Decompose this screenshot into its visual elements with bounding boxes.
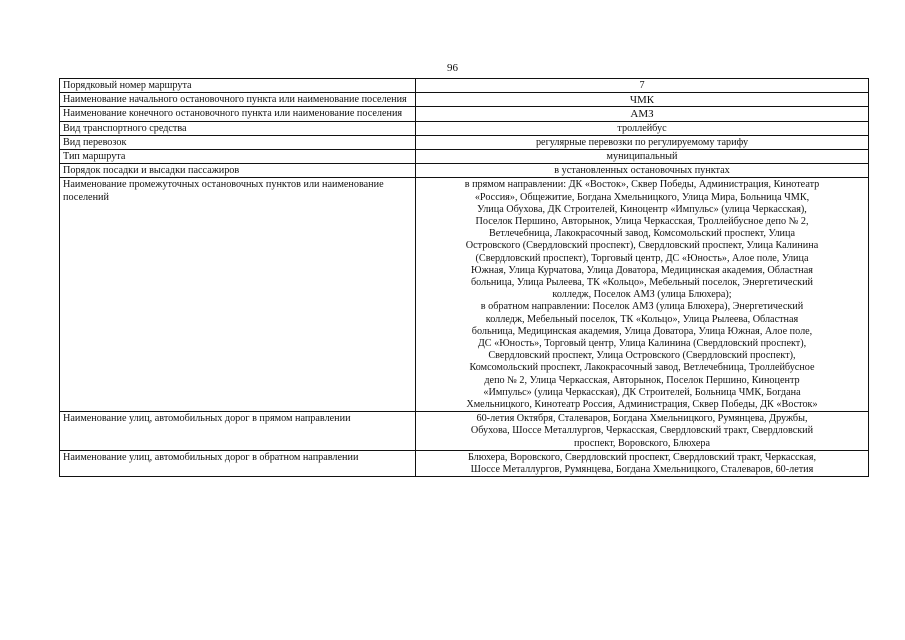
route-type-label: Тип маршрута — [60, 150, 416, 164]
stops-line: «Импульс» (улица Черкасская), ДК Строителей, Больница ЧМК, Богдана — [483, 386, 801, 398]
page-number: 96 — [447, 62, 458, 74]
table-row — [60, 79, 869, 93]
stops-line: Комсомольский проспект, Лакокрасочный завод, Ветлечебница, Троллейбусное — [469, 362, 815, 374]
stops-line: Ветлечебница, Лакокрасочный завод, Комсомольский проспект, Улица — [489, 228, 795, 240]
stops-line: Свердловский проспект, Улица Островского (Свердловский проспект), — [488, 350, 796, 362]
table-row — [60, 412, 869, 451]
table-row — [60, 450, 869, 476]
table-row — [60, 150, 869, 164]
streets-line: 60-летия Октября, Сталеваров, Богдана Хмельницкого, Румянцева, Дружбы, — [476, 413, 808, 425]
forward-streets-value — [416, 412, 869, 451]
table-row — [60, 121, 869, 135]
vehicle-type-value: троллейбус — [416, 121, 869, 135]
stops-line: в прямом направлении: ДК «Восток», Сквер Победы, Администрация, Кинотеатр — [464, 179, 820, 191]
streets-line: Блюхера, Воровского, Свердловский проспект, Свердловский тракт, Черкасская, — [467, 451, 817, 463]
route-type-value: муниципальный — [416, 150, 869, 164]
stops-line: Хмельницкого, Кинотеатр Россия, Администрация, Сквер Победы, ДК «Восток» — [466, 399, 818, 411]
stops-line: Поселок Першино, Авторынок, Улица Черкасская, Троллейбусное депо № 2, — [475, 216, 809, 228]
route-passport-table — [59, 78, 869, 477]
backward-streets-value — [416, 450, 869, 476]
transport-kind-label: Вид перевозок — [60, 135, 416, 149]
vehicle-type-label: Вид транспортного средства — [60, 121, 416, 135]
transport-kind-value: регулярные перевозки по регулируемому тарифу — [416, 135, 869, 149]
stops-line: депо № 2, Улица Черкасская, Авторынок, Поселок Першино, Киноцентр — [484, 374, 800, 386]
streets-line: Шоссе Металлургов, Румянцева, Богдана Хмельницкого, Сталеваров, 60-летия — [470, 464, 814, 476]
table-row — [60, 178, 869, 412]
stops-line: Южная, Улица Курчатова, Улица Доватора, Медицинская академия, Областная — [471, 264, 813, 276]
stops-line: в обратном направлении: Поселок АМЗ (улица Блюхера), Энергетический — [480, 301, 804, 313]
stops-line: Улица Обухова, ДК Строителей, Киноцентр «Импульс» (улица Черкасская), — [477, 203, 807, 215]
streets-line: проспект, Воровского, Блюхера — [574, 437, 710, 449]
start-stop-label: Наименование начального остановочного пункта или наименование поселения — [60, 93, 416, 107]
end-stop-label: Наименование конечного остановочного пункта или наименование поселения — [60, 107, 416, 121]
start-stop-value: ЧМК — [416, 93, 869, 107]
stops-line: больница, Медицинская академия, Улица Доватора, Улица Южная, Алое поле, — [471, 325, 813, 337]
table-row — [60, 135, 869, 149]
stops-line: «Россия», Общежитие, Богдана Хмельницкого, Улица Мира, Больница ЧМК, — [474, 191, 810, 203]
boarding-order-value: в установленных остановочных пунктах — [416, 164, 869, 178]
stops-line: колледж, Мебельный поселок, ТК «Кольцо», Улица Рылеева, Областная — [485, 313, 799, 325]
forward-streets-label: Наименование улиц, автомобильных дорог в прямом направлении — [60, 412, 416, 451]
stops-line: больница, Улица Рылеева, ТК «Кольцо», Мебельный поселок, Энергетический — [470, 277, 814, 289]
table-row — [60, 164, 869, 178]
route-number-label: Порядковый номер маршрута — [60, 79, 416, 93]
streets-line: Обухова, Шоссе Металлургов, Черкасская, Свердловский тракт, Свердловский — [470, 425, 814, 437]
route-number-value: 7 — [416, 79, 869, 93]
stops-line: Островского (Свердловский проспект), Свердловский проспект, Улица Калинина — [465, 240, 819, 252]
table-row — [60, 107, 869, 121]
table-row — [60, 93, 869, 107]
intermediate-stops-value — [416, 178, 869, 412]
stops-line: колледж, Поселок АМЗ (улица Блюхера); — [552, 289, 732, 301]
end-stop-value: АМЗ — [416, 107, 869, 121]
intermediate-stops-label: Наименование промежуточных остановочных пунктов или наименование поселений — [60, 178, 416, 412]
stops-line: (Свердловский проспект), Торговый центр, ДС «Юность», Алое поле, Улица — [475, 252, 809, 264]
stops-line: ДС «Юность», Торговый центр, Улица Калинина (Свердловский проспект), — [477, 338, 807, 350]
backward-streets-label: Наименование улиц, автомобильных дорог в обратном направлении — [60, 450, 416, 476]
boarding-order-label: Порядок посадки и высадки пассажиров — [60, 164, 416, 178]
